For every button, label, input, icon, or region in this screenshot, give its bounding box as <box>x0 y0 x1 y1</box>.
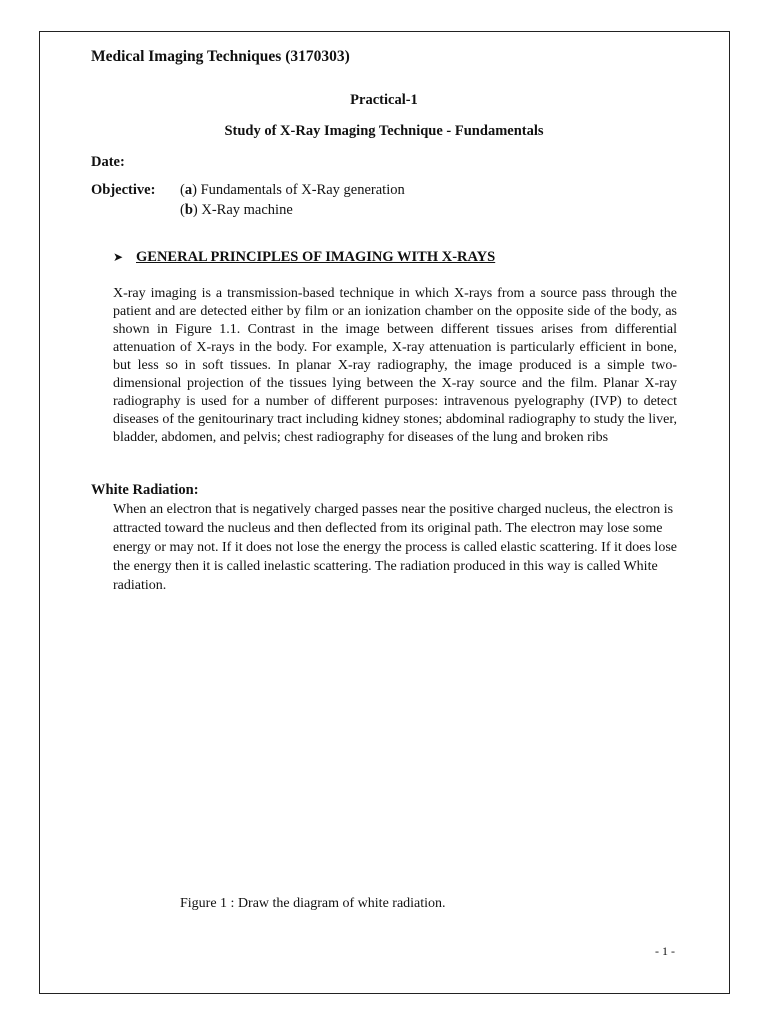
date-label: Date: <box>91 154 125 170</box>
figure-caption: Figure 1 : Draw the diagram of white radiation. <box>180 896 446 911</box>
objective-item-a: (a) Fundamentals of X-Ray generation <box>180 182 405 198</box>
objective-a-text: Fundamentals of X-Ray generation <box>196 182 405 198</box>
objective-a-marker: a <box>184 182 193 198</box>
objective-item-b: (b) X-Ray machine <box>180 202 293 218</box>
objective-b-marker: b <box>184 202 193 218</box>
objective-b-text: ) X-Ray machine <box>192 202 293 218</box>
practical-number: Practical-1 <box>350 92 418 108</box>
white-radiation-paragraph: When an electron that is negatively charged passes near the positive charged nucleus, the electron is attracted toward the nucleus and then deflected from its original path. The electron may lose some energy or may not. If it does not lose the energy the process is called elastic scattering. If it does lose the energy then it is called inelastic scattering. The radiation produced in this way is called White radiation. <box>113 502 677 593</box>
white-radiation-heading: White Radiation: <box>91 482 199 498</box>
arrow-bullet-icon: ➤ <box>113 250 124 264</box>
section-paragraph: X-ray imaging is a transmission-based technique in which X-rays from a source pass through the patient and are detected either by film or an ionization chamber on the opposite side of the body, as shown in Figure 1.1. Contrast in the image between different tissues arises from differential attenuation of X-rays in the body. For example, X-ray attenuation is particularly efficient in bone, but less so in soft tissues. In planar X-ray radiography, the image produced is a simple two-dimensional projection of the tissues lying between the X-ray source and the film. Planar X-ray radiography is used for a number of different purposes: intravenous pyelography (IVP) to detect diseases of the genitourinary tract including kidney stones; abdominal radiography to study the liver, bladder, abdomen, and pelvis; chest radiography for diseases of the lung and broken ribs <box>113 286 677 445</box>
document-title: Study of X-Ray Imaging Technique - Fundamentals <box>224 123 544 139</box>
section-heading: GENERAL PRINCIPLES OF IMAGING WITH X-RAYS <box>136 249 496 265</box>
page-number: - 1 - <box>655 944 675 958</box>
course-title: Medical Imaging Techniques (3170303) <box>91 48 350 65</box>
objective-label: Objective: <box>91 182 156 198</box>
